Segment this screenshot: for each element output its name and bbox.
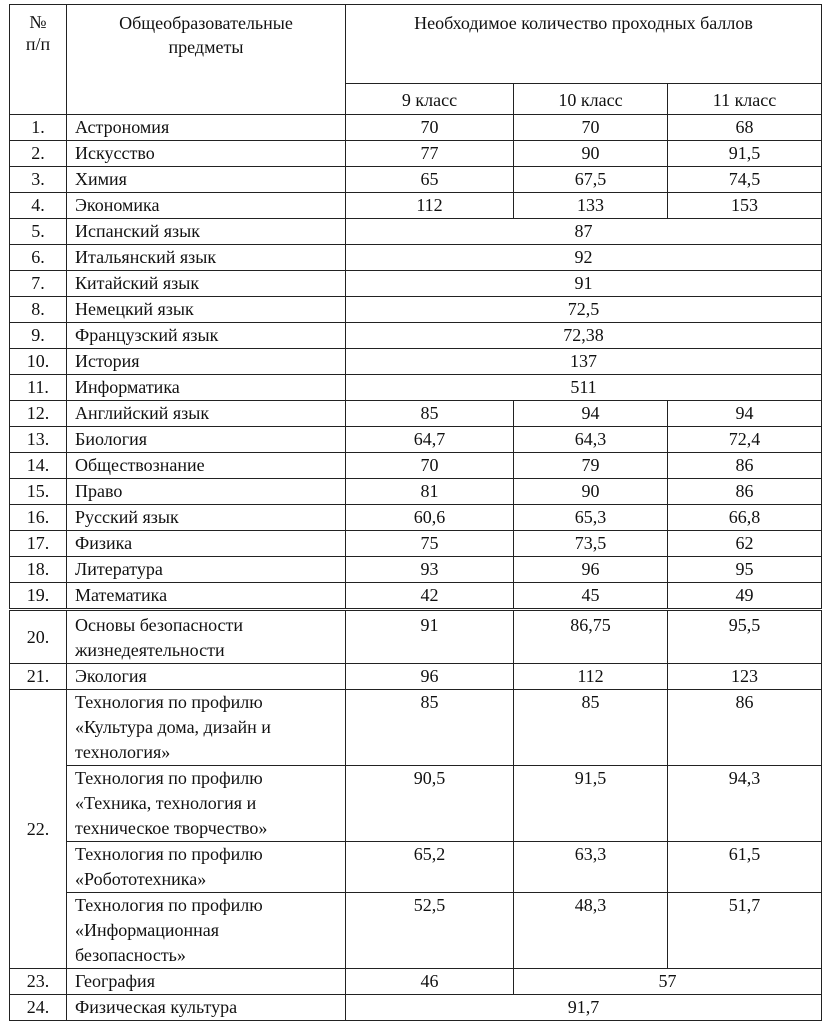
table-row	[10, 323, 822, 349]
row-num: 17.	[10, 531, 67, 557]
row-subject-line: жизнедеятельности	[75, 640, 225, 660]
row-subject-line: «Культура дома, дизайн и	[75, 717, 271, 737]
row-value-all-grades: 91,7	[346, 995, 822, 1021]
row-value-10: 85	[514, 690, 668, 766]
row-subject: Английский язык	[67, 401, 346, 427]
row-value-11: 86	[668, 690, 822, 766]
row-value-10: 73,5	[514, 531, 668, 557]
table-row	[10, 115, 822, 141]
row-subject: Немецкий язык	[67, 297, 346, 323]
table-row-22-3	[10, 842, 822, 893]
row-value-all-grades: 72,38	[346, 323, 822, 349]
row-value-10: 86,75	[514, 611, 668, 664]
row-value-9: 42	[346, 583, 514, 609]
row-value-11: 91,5	[668, 141, 822, 167]
row-num: 13.	[10, 427, 67, 453]
row-value-11: 61,5	[668, 842, 822, 893]
row-value-10-11: 57	[514, 969, 822, 995]
row-value-11: 74,5	[668, 167, 822, 193]
row-num: 23.	[10, 969, 67, 995]
row-value-9: 64,7	[346, 427, 514, 453]
table-row	[10, 141, 822, 167]
row-value-11: 62	[668, 531, 822, 557]
row-value-11: 94	[668, 401, 822, 427]
row-value-9: 91	[346, 611, 514, 664]
row-subject: Китайский язык	[67, 271, 346, 297]
row-subject: Физика	[67, 531, 346, 557]
row-value-10: 133	[514, 193, 668, 219]
row-value-10: 63,3	[514, 842, 668, 893]
row-value-all-grades: 87	[346, 219, 822, 245]
row-num: 22.	[10, 690, 67, 969]
row-value-11: 66,8	[668, 505, 822, 531]
row-subject	[67, 842, 346, 893]
row-num: 7.	[10, 271, 67, 297]
row-value-9: 60,6	[346, 505, 514, 531]
row-value-all-grades: 72,5	[346, 297, 822, 323]
row-value-11: 86	[668, 453, 822, 479]
row-value-10: 79	[514, 453, 668, 479]
row-subject: Химия	[67, 167, 346, 193]
row-subject: Искусство	[67, 141, 346, 167]
table-row-22-4	[10, 893, 822, 969]
table-row	[10, 557, 822, 583]
scores-table-part-1	[9, 4, 822, 609]
table-row	[10, 349, 822, 375]
row-value-11: 94,3	[668, 766, 822, 842]
row-num: 4.	[10, 193, 67, 219]
row-num: 1.	[10, 115, 67, 141]
row-subject: Информатика	[67, 375, 346, 401]
row-value-11: 86	[668, 479, 822, 505]
scores-table-part-2	[9, 610, 822, 1021]
row-num: 11.	[10, 375, 67, 401]
row-value-9: 85	[346, 401, 514, 427]
row-value-all-grades: 137	[346, 349, 822, 375]
row-value-11: 72,4	[668, 427, 822, 453]
row-value-10: 91,5	[514, 766, 668, 842]
row-value-11: 51,7	[668, 893, 822, 969]
row-subject: Итальянский язык	[67, 245, 346, 271]
row-value-9: 70	[346, 115, 514, 141]
header-subjects-line1: Общеобразовательные	[119, 13, 293, 33]
row-subject: Физическая культура	[67, 995, 346, 1021]
row-subject-line: Технология по профилю	[75, 895, 263, 915]
row-value-10: 48,3	[514, 893, 668, 969]
table-row-21	[10, 664, 822, 690]
row-subject-line: технология»	[75, 742, 171, 762]
row-value-all-grades: 511	[346, 375, 822, 401]
row-num: 16.	[10, 505, 67, 531]
row-value-10: 90	[514, 479, 668, 505]
header-required: Необходимое количество проходных баллов	[346, 5, 822, 84]
table-row	[10, 401, 822, 427]
row-subject	[67, 690, 346, 766]
header-num	[10, 5, 67, 115]
header-subjects-line2: предметы	[168, 37, 244, 57]
table-row-22-1	[10, 690, 822, 766]
row-value-10: 64,3	[514, 427, 668, 453]
table-row-23	[10, 969, 822, 995]
row-num: 8.	[10, 297, 67, 323]
row-subject	[67, 766, 346, 842]
row-num: 14.	[10, 453, 67, 479]
row-num: 5.	[10, 219, 67, 245]
table-row	[10, 271, 822, 297]
table-row	[10, 453, 822, 479]
row-subject: Экономика	[67, 193, 346, 219]
row-subject: Французский язык	[67, 323, 346, 349]
row-subject: Экология	[67, 664, 346, 690]
row-value-10: 65,3	[514, 505, 668, 531]
row-value-all-grades: 91	[346, 271, 822, 297]
row-num: 3.	[10, 167, 67, 193]
row-value-11: 153	[668, 193, 822, 219]
row-value-9: 96	[346, 664, 514, 690]
table-row	[10, 583, 822, 609]
row-subject: Обществознание	[67, 453, 346, 479]
table-row	[10, 245, 822, 271]
row-subject: Математика	[67, 583, 346, 609]
row-num: 2.	[10, 141, 67, 167]
row-value-9: 93	[346, 557, 514, 583]
row-subject: Литература	[67, 557, 346, 583]
row-subject-line: «Информационная	[75, 920, 220, 940]
row-subject: История	[67, 349, 346, 375]
row-num: 10.	[10, 349, 67, 375]
row-value-10: 45	[514, 583, 668, 609]
row-num: 18.	[10, 557, 67, 583]
row-num: 9.	[10, 323, 67, 349]
row-value-10: 90	[514, 141, 668, 167]
row-value-9: 70	[346, 453, 514, 479]
row-value-10: 112	[514, 664, 668, 690]
table-row-24	[10, 995, 822, 1021]
row-subject-line: Технология по профилю	[75, 844, 263, 864]
row-subject: Русский язык	[67, 505, 346, 531]
row-value-10: 94	[514, 401, 668, 427]
row-value-9: 52,5	[346, 893, 514, 969]
table-row	[10, 479, 822, 505]
header-num-line2: п/п	[25, 34, 51, 54]
table-row	[10, 297, 822, 323]
row-value-11: 68	[668, 115, 822, 141]
row-num: 15.	[10, 479, 67, 505]
row-value-11: 49	[668, 583, 822, 609]
row-subject: Астрономия	[67, 115, 346, 141]
grade-9-header: 9 класс	[346, 84, 514, 115]
row-num: 12.	[10, 401, 67, 427]
row-subject: Биология	[67, 427, 346, 453]
table-row-20	[10, 611, 822, 664]
row-value-9: 65,2	[346, 842, 514, 893]
row-subject: Право	[67, 479, 346, 505]
table-row	[10, 219, 822, 245]
row-value-all-grades: 92	[346, 245, 822, 271]
row-value-11: 95,5	[668, 611, 822, 664]
row-value-9: 75	[346, 531, 514, 557]
row-value-11: 123	[668, 664, 822, 690]
row-subject-line: Основы безопасности	[75, 615, 244, 635]
row-num: 20.	[10, 611, 67, 664]
table-header-row	[10, 5, 822, 84]
row-value-10: 96	[514, 557, 668, 583]
row-subject-line: Технология по профилю	[75, 692, 263, 712]
grade-10-header: 10 класс	[514, 84, 668, 115]
row-value-11: 95	[668, 557, 822, 583]
row-subject	[67, 893, 346, 969]
row-value-9: 65	[346, 167, 514, 193]
row-value-10: 70	[514, 115, 668, 141]
row-subject: Испанский язык	[67, 219, 346, 245]
table-row-22-2	[10, 766, 822, 842]
table-row	[10, 531, 822, 557]
grade-11-header: 11 класс	[668, 84, 822, 115]
table-row	[10, 193, 822, 219]
row-subject: География	[67, 969, 346, 995]
table-row	[10, 167, 822, 193]
row-value-9: 112	[346, 193, 514, 219]
row-num: 19.	[10, 583, 67, 609]
table-row	[10, 375, 822, 401]
row-num: 24.	[10, 995, 67, 1021]
header-num-line1: №	[29, 12, 47, 32]
table-row	[10, 427, 822, 453]
row-subject	[67, 611, 346, 664]
row-value-9: 77	[346, 141, 514, 167]
row-subject-line: «Техника, технология и	[75, 793, 257, 813]
row-value-9: 46	[346, 969, 514, 995]
row-value-9: 85	[346, 690, 514, 766]
row-subject-line: безопасность»	[75, 945, 186, 965]
header-subjects	[67, 5, 346, 115]
row-value-10: 67,5	[514, 167, 668, 193]
row-value-9: 81	[346, 479, 514, 505]
row-num: 6.	[10, 245, 67, 271]
row-subject-line: «Робототехника»	[75, 869, 207, 889]
row-subject-line: техническое творчество»	[75, 818, 268, 838]
row-value-9: 90,5	[346, 766, 514, 842]
table-row	[10, 505, 822, 531]
row-subject-line: Технология по профилю	[75, 768, 263, 788]
row-num: 21.	[10, 664, 67, 690]
